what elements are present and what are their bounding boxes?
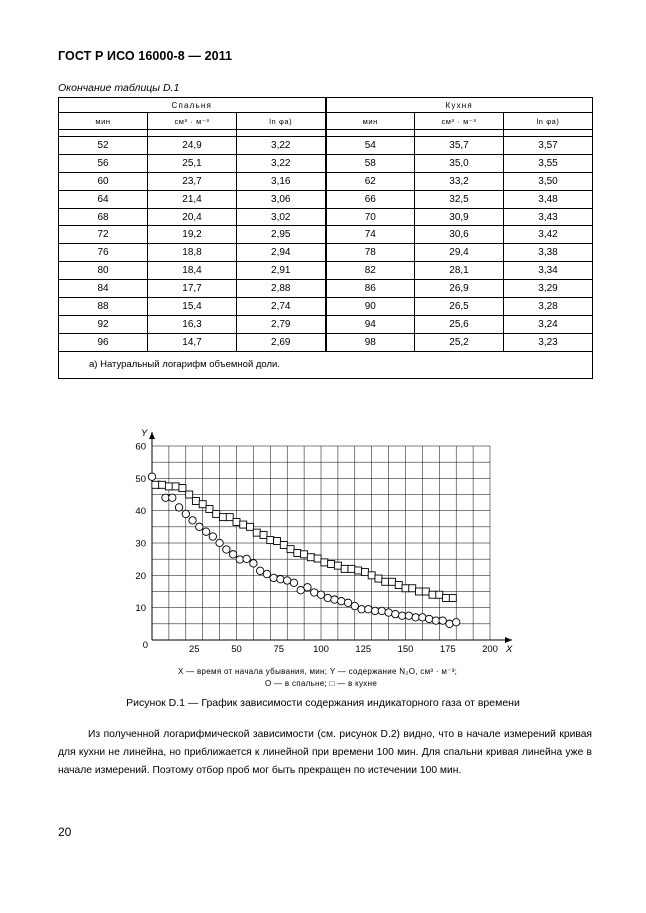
data-point-bedroom [250, 560, 257, 567]
data-point-bedroom [202, 528, 209, 535]
data-point-kitchen [307, 554, 314, 561]
data-point-bedroom [378, 607, 385, 614]
data-point-kitchen [328, 561, 335, 568]
data-point-kitchen [375, 575, 382, 582]
table-cell: 66 [326, 190, 415, 208]
data-point-bedroom [398, 612, 405, 619]
column-header: ln φa) [504, 113, 593, 130]
table-cell: 80 [59, 262, 148, 280]
group-header-kitchen: Кухня [326, 98, 593, 113]
table-cell: 3,42 [504, 226, 593, 244]
data-point-bedroom [392, 610, 399, 617]
page-number: 20 [58, 825, 72, 839]
table-cell: 54 [326, 137, 415, 155]
data-point-bedroom [189, 517, 196, 524]
data-point-kitchen [422, 588, 429, 595]
data-point-bedroom [338, 598, 345, 605]
table-cell: 17,7 [148, 280, 237, 298]
table-cell: 3,22 [237, 154, 326, 172]
table-cell: 3,43 [504, 208, 593, 226]
data-point-bedroom [270, 574, 277, 581]
data-point-kitchen [334, 562, 341, 569]
table-cell: 32,5 [415, 190, 504, 208]
data-point-kitchen [206, 506, 213, 513]
table-cell: 15,4 [148, 298, 237, 316]
y-axis-label: Y [141, 428, 148, 439]
column-header: мин [59, 113, 148, 130]
data-point-kitchen [172, 483, 179, 490]
table-cell: 52 [59, 137, 148, 155]
x-tick-label: 175 [439, 644, 456, 655]
data-point-kitchen [219, 514, 226, 521]
table-cell: 2,94 [237, 244, 326, 262]
data-point-bedroom [229, 551, 236, 558]
data-point-bedroom [175, 504, 182, 511]
table-cell: 3,34 [504, 262, 593, 280]
data-point-bedroom [304, 584, 311, 591]
data-point-kitchen [240, 521, 247, 528]
data-point-bedroom [297, 587, 304, 594]
table-cell: 82 [326, 262, 415, 280]
table-cell: 98 [326, 333, 415, 351]
data-point-bedroom [371, 607, 378, 614]
table-cell: 24,9 [148, 137, 237, 155]
table-cell: 18,8 [148, 244, 237, 262]
y-tick-label: 10 [135, 603, 146, 615]
table-cell: 3,29 [504, 280, 593, 298]
y-tick-label: 30 [135, 538, 146, 550]
table-cell: 62 [326, 172, 415, 190]
data-point-bedroom [290, 579, 297, 586]
table-cell: 26,5 [415, 298, 504, 316]
table-cell: 74 [326, 226, 415, 244]
data-point-bedroom [284, 577, 291, 584]
x-tick-label: 150 [397, 644, 414, 655]
chart-legend-markers: O — в спальне; □ — в кухне [265, 679, 378, 688]
table-cell: 2,95 [237, 226, 326, 244]
data-point-bedroom [263, 570, 270, 577]
data-point-bedroom [162, 494, 169, 501]
data-point-bedroom [446, 620, 453, 627]
data-point-bedroom [385, 609, 392, 616]
data-point-bedroom [223, 546, 230, 553]
x-tick-label: 200 [482, 644, 498, 655]
column-header: см³ · м⁻³ [148, 113, 237, 130]
table-cell: 14,7 [148, 333, 237, 351]
x-tick-label: 100 [313, 644, 329, 655]
table-cell: 3,50 [504, 172, 593, 190]
data-point-bedroom [439, 617, 446, 624]
table-cell: 88 [59, 298, 148, 316]
data-point-kitchen [247, 523, 254, 530]
data-point-kitchen [287, 546, 294, 553]
table-footnote: a) Натуральный логарифм объемной доли. [59, 351, 593, 378]
data-point-bedroom [311, 589, 318, 596]
y-tick-label: 50 [135, 473, 146, 485]
y-tick-label: 20 [135, 570, 146, 582]
x-tick-label: 50 [231, 644, 242, 655]
group-header-bedroom: Спальня [59, 98, 326, 113]
data-point-bedroom [256, 567, 263, 574]
data-point-kitchen [226, 514, 233, 521]
table-cell: 2,91 [237, 262, 326, 280]
data-point-bedroom [317, 591, 324, 598]
table-cell: 30,6 [415, 226, 504, 244]
table-cell: 60 [59, 172, 148, 190]
column-header: см³ · м⁻³ [415, 113, 504, 130]
data-point-bedroom [182, 510, 189, 517]
table-cell: 3,02 [237, 208, 326, 226]
data-point-kitchen [341, 565, 348, 572]
data-point-kitchen [274, 538, 281, 545]
table-cell: 2,88 [237, 280, 326, 298]
table-cell: 2,69 [237, 333, 326, 351]
column-header: мин [326, 113, 415, 130]
table-cell: 23,7 [148, 172, 237, 190]
figure-caption: Рисунок D.1 — График зависимости содержания индикаторного газа от времени [126, 697, 520, 709]
table-cell: 25,1 [148, 154, 237, 172]
table-cell: 18,4 [148, 262, 237, 280]
table-cell: 3,57 [504, 137, 593, 155]
data-point-bedroom [419, 614, 426, 621]
table-cell: 3,55 [504, 154, 593, 172]
data-point-bedroom [453, 619, 460, 626]
origin-label: 0 [142, 640, 148, 651]
data-point-kitchen [388, 578, 395, 585]
data-point-bedroom [412, 614, 419, 621]
table-cell: 26,9 [415, 280, 504, 298]
data-point-kitchen [382, 578, 389, 585]
table-cell: 72 [59, 226, 148, 244]
table-cell: 84 [59, 280, 148, 298]
table-cell: 29,4 [415, 244, 504, 262]
data-point-kitchen [199, 501, 206, 508]
x-axis-arrow [505, 637, 512, 643]
data-point-kitchen [280, 541, 287, 548]
table-cell: 78 [326, 244, 415, 262]
data-point-bedroom [365, 606, 372, 613]
data-point-kitchen [253, 529, 260, 536]
table-cell: 20,4 [148, 208, 237, 226]
data-point-kitchen [233, 518, 240, 525]
table-caption: Окончание таблицы D.1 [58, 82, 180, 94]
table-cell: 30,9 [415, 208, 504, 226]
table-cell: 21,4 [148, 190, 237, 208]
data-point-kitchen [159, 481, 166, 488]
data-point-bedroom [331, 596, 338, 603]
data-point-kitchen [355, 567, 362, 574]
data-point-bedroom [432, 617, 439, 624]
data-point-kitchen [449, 594, 456, 601]
table-cell: 19,2 [148, 226, 237, 244]
table-cell: 3,16 [237, 172, 326, 190]
table-cell: 2,74 [237, 298, 326, 316]
table-cell: 35,0 [415, 154, 504, 172]
data-point-bedroom [243, 555, 250, 562]
table-cell: 96 [59, 333, 148, 351]
table-cell: 70 [326, 208, 415, 226]
paragraph-text: Из полученной логарифмической зависимости (см. рисунок D.2) видно, что в начале измерений кривая для кухни не линейна, но приближается к линейной при времени 100 мин. Для спальни кривая линейна уже в начале измерений. Поэтому отбор проб мог быть прекращен по истечении 100 мин. [58, 729, 592, 776]
table-cell: 3,23 [504, 333, 593, 351]
table-cell: 58 [326, 154, 415, 172]
data-point-bedroom [405, 612, 412, 619]
data-point-kitchen [152, 481, 159, 488]
data-point-bedroom [236, 556, 243, 563]
x-axis-label: X [506, 644, 513, 655]
data-point-kitchen [395, 582, 402, 589]
column-header: ln φa) [237, 113, 326, 130]
data-point-bedroom [344, 599, 351, 606]
data-point-kitchen [368, 572, 375, 579]
table-cell: 68 [59, 208, 148, 226]
data-point-kitchen [192, 497, 199, 504]
table-cell: 76 [59, 244, 148, 262]
data-point-kitchen [165, 483, 172, 490]
data-point-kitchen [361, 569, 368, 576]
table-cell: 2,79 [237, 315, 326, 333]
table-cell: 3,38 [504, 244, 593, 262]
table-cell: 35,7 [415, 137, 504, 155]
table-cell: 3,06 [237, 190, 326, 208]
y-tick-label: 40 [135, 506, 146, 518]
table-cell: 64 [59, 190, 148, 208]
data-point-kitchen [436, 591, 443, 598]
table-cell: 3,28 [504, 298, 593, 316]
x-tick-label: 125 [355, 644, 372, 655]
body-paragraph [58, 726, 592, 780]
table-cell: 3,22 [237, 137, 326, 155]
data-point-kitchen [429, 591, 436, 598]
data-point-kitchen [179, 485, 186, 492]
data-point-kitchen [301, 551, 308, 558]
data-point-bedroom [148, 473, 155, 480]
data-point-kitchen [443, 594, 450, 601]
table-cell: 90 [326, 298, 415, 316]
data-point-kitchen [321, 559, 328, 566]
data-point-bedroom [277, 576, 284, 583]
data-point-bedroom [209, 533, 216, 540]
data-point-kitchen [314, 555, 321, 562]
data-point-kitchen [260, 531, 267, 538]
data-point-bedroom [196, 523, 203, 530]
data-point-kitchen [213, 510, 220, 517]
table-cell: 16,3 [148, 315, 237, 333]
table-cell: 86 [326, 280, 415, 298]
y-tick-label: 60 [135, 441, 146, 453]
data-point-bedroom [169, 494, 176, 501]
data-point-kitchen [416, 588, 423, 595]
table-cell: 33,2 [415, 172, 504, 190]
y-axis-arrow [149, 432, 155, 439]
table-cell: 94 [326, 315, 415, 333]
chart-legend-axes: X — время от начала убывания, мин; Y — содержание N₂O, см³ · м⁻³; [178, 667, 458, 676]
x-tick-label: 25 [188, 644, 200, 655]
data-point-bedroom [351, 602, 358, 609]
data-point-kitchen [348, 565, 355, 572]
data-point-bedroom [425, 615, 432, 622]
table-cell: 56 [59, 154, 148, 172]
table-cell: 92 [59, 315, 148, 333]
data-point-kitchen [402, 585, 409, 592]
data-point-kitchen [294, 550, 301, 557]
table-cell: 25,6 [415, 315, 504, 333]
table-cell: 28,1 [415, 262, 504, 280]
data-point-kitchen [409, 585, 416, 592]
data-point-bedroom [358, 606, 365, 613]
x-tick-label: 75 [273, 644, 285, 655]
table-cell: 3,48 [504, 190, 593, 208]
data-point-bedroom [216, 539, 223, 546]
data-point-kitchen [267, 537, 274, 544]
table-cell: 3,24 [504, 315, 593, 333]
document-header: ГОСТ Р ИСО 16000-8 — 2011 [58, 49, 233, 63]
data-point-kitchen [186, 491, 193, 498]
table-cell: 25,2 [415, 333, 504, 351]
data-point-bedroom [324, 594, 331, 601]
